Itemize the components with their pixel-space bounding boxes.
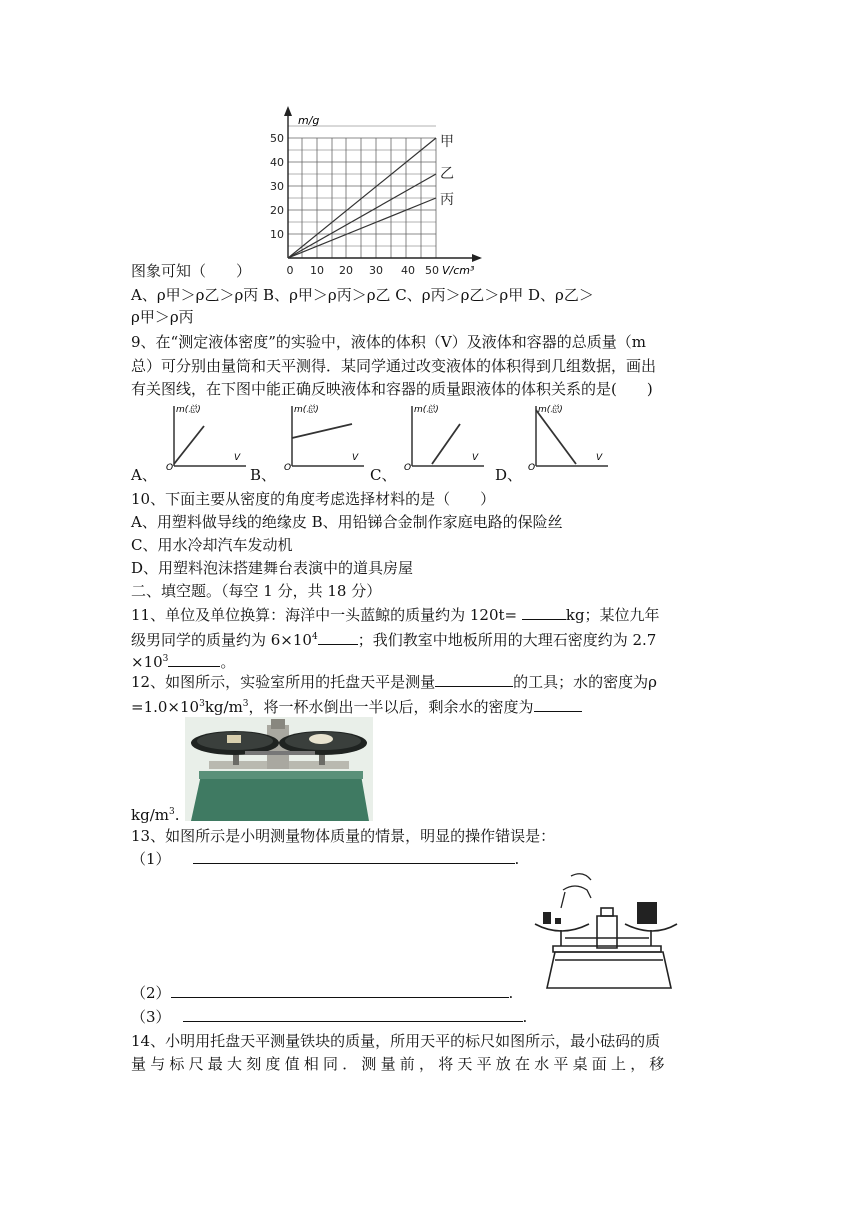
q11-exponent: 4 (311, 632, 318, 642)
series-label-bing: 丙 (440, 192, 454, 208)
q13-end: . (514, 850, 520, 868)
q11-text: 级男同学的质量约为 6×10 (131, 631, 312, 649)
x-tick: 10 (310, 264, 324, 277)
q13-item-label: （2） (131, 984, 171, 1002)
q11-line3 (131, 648, 235, 673)
series-label-yi: 乙 (440, 166, 454, 182)
q10-option-c: C、用水冷却汽车发动机 (131, 536, 293, 554)
q9-graph-b (278, 400, 368, 472)
q11-blank-2[interactable] (318, 630, 358, 645)
q13-item-2 (131, 982, 513, 1004)
x-tick: 20 (339, 264, 353, 277)
q9-graph-c (398, 400, 488, 472)
q12-unit-line (131, 801, 179, 826)
q12-text: kg/m (204, 698, 243, 716)
q13-item-1 (131, 848, 519, 870)
q9-option-b-label: B、 (250, 466, 277, 484)
q12-blank-2[interactable] (534, 697, 582, 712)
q12-blank-1[interactable] (435, 672, 513, 687)
q13-blank-3[interactable] (183, 1007, 523, 1022)
series-label-jia: 甲 (440, 134, 454, 150)
graph-x-label: V (596, 453, 603, 463)
q10-stem: 10、下面主要从密度的角度考虑选择材料的是（ ） (131, 490, 496, 508)
graph-y-label: m(总) (176, 405, 201, 415)
section-heading: 二、填空题。（每空 1 分，共 18 分） (131, 582, 382, 600)
q13-blank-2[interactable] (171, 983, 509, 998)
q9-graph-d (522, 400, 612, 472)
q13-blank-1[interactable] (193, 849, 515, 864)
y-tick: 10 (270, 228, 284, 241)
q10-option-d: D、用塑料泡沫搭建舞台表演中的道具房屋 (131, 559, 414, 577)
q9-option-d-label: D、 (495, 466, 523, 484)
q9-option-a-label: A、 (131, 466, 157, 484)
q9-line2: 总）可分别由量筒和天平测得．某同学通过改变液体的体积得到几组数据，画出 (131, 357, 657, 375)
q12-unit-tail: . (174, 806, 180, 824)
q12-text: =1.0×10 (131, 698, 200, 716)
graph-x-label: V (234, 453, 241, 463)
graph-y-label: m(总) (538, 405, 563, 415)
q9-option-c-label: C、 (370, 466, 397, 484)
q13-item-label: （3） (131, 1008, 171, 1026)
q12-unit: kg/m (131, 806, 169, 824)
q12-exponent: 3 (242, 699, 249, 709)
q14-line2: 量与标尺最大刻度值相同．测量前，将天平放在水平桌面上，移 (131, 1055, 669, 1073)
q11-text: 。 (220, 653, 236, 671)
q10-option-ab: A、用塑料做导线的绝缘皮 B、用铅锑合金制作家庭电路的保险丝 (131, 513, 563, 531)
y-tick: 40 (270, 156, 284, 169)
q11-text: 11、单位及单位换算：海洋中一头蓝鲸的质量约为 120t= (131, 606, 522, 624)
q9-line3: 有关图线，在下图中能正确反映液体和容器的质量跟液体的体积关系的是( ) (131, 380, 653, 398)
y-axis-label: m/g (298, 114, 320, 127)
graph-origin-label: O (404, 463, 412, 472)
q13-item-label: （1） (131, 850, 171, 868)
graph-y-label: m(总) (414, 405, 439, 415)
x-tick: 40 (401, 264, 415, 277)
q13-item-3 (131, 1006, 527, 1028)
q12-text: ，将一杯水倒出一半以后，剩余水的密度为 (248, 698, 534, 716)
graph-origin-label: O (284, 463, 292, 472)
density-graph (262, 104, 492, 280)
tray-balance-photo (185, 717, 373, 821)
x-tick: 30 (369, 264, 383, 277)
q8-stem-tail: 图象可知（ ） (131, 262, 252, 280)
q12-exponent: 3 (199, 699, 205, 709)
y-tick: 20 (270, 204, 284, 217)
q11-line1 (131, 604, 660, 626)
q12-text: 12、如图所示，实验室所用的托盘天平是测量 (131, 673, 436, 691)
q9-line1: 9、在“测定液体密度”的实验中，液体的体积（V）及液体和容器的总质量（m (131, 333, 646, 351)
graph-y-label: m(总) (294, 405, 319, 415)
graph-x-label: V (472, 453, 479, 463)
q11-exponent: 3 (162, 654, 169, 664)
graph-origin-label: O (166, 463, 174, 472)
q8-options-line1: A、ρ甲＞ρ乙＞ρ丙 B、ρ甲＞ρ丙＞ρ乙 C、ρ丙＞ρ乙＞ρ甲 D、ρ乙＞ (131, 286, 594, 304)
q8-options-line2: ρ甲＞ρ丙 (131, 308, 194, 326)
q12-text: 的工具；水的密度为ρ (513, 673, 657, 691)
q12-line2 (131, 693, 582, 718)
graph-origin-label: O (528, 463, 536, 472)
graph-x-label: V (352, 453, 359, 463)
q14-line1: 14、小明用托盘天平测量铁块的质量，所用天平的标尺如图所示，最小砝码的质 (131, 1032, 661, 1050)
q11-blank-3[interactable] (168, 652, 220, 667)
x-axis-label: V/cm³ (442, 264, 475, 277)
x-tick: 50 (425, 264, 439, 277)
q9-graph-a (160, 400, 250, 472)
x-tick: 0 (286, 264, 294, 277)
q12-unit-exponent: 3 (168, 807, 175, 817)
q11-text: kg；某位九年 (565, 606, 660, 624)
q11-text: ；我们教室中地板所用的大理石密度约为 2.7 (357, 631, 657, 649)
q12-line1 (131, 671, 657, 693)
q11-blank-1[interactable] (522, 605, 566, 620)
q13-end: . (508, 984, 514, 1002)
balance-sketch (525, 868, 687, 994)
y-tick: 50 (270, 132, 284, 145)
q13-stem: 13、如图所示是小明测量物体质量的情景，明显的操作错误是： (131, 827, 556, 845)
q11-text: ×10 (131, 653, 163, 671)
y-tick: 30 (270, 180, 284, 193)
q13-end: . (522, 1008, 528, 1026)
